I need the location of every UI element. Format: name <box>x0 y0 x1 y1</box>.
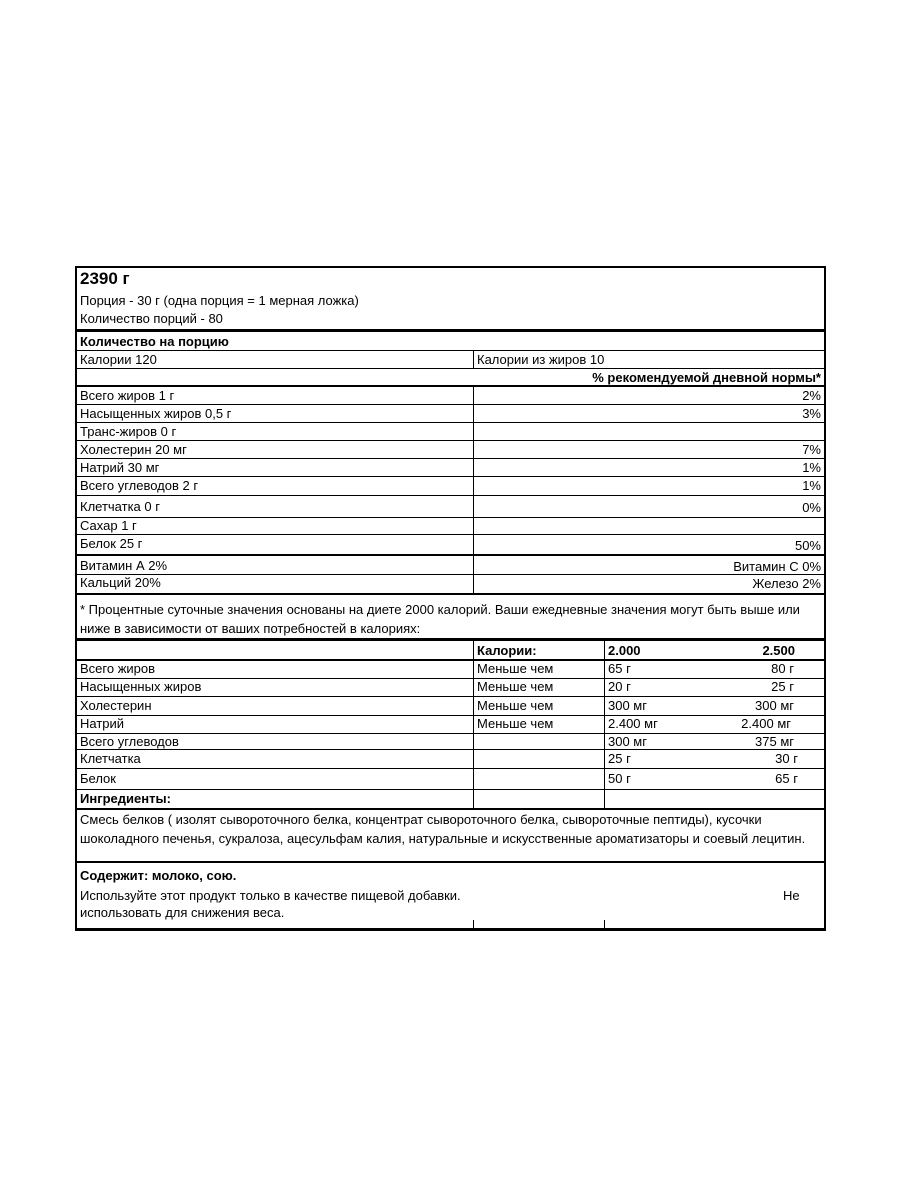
column-line <box>473 920 474 928</box>
nutrient-dv: 7% <box>802 442 821 457</box>
divider <box>77 517 824 518</box>
divider <box>77 404 824 405</box>
divider <box>77 495 824 496</box>
column-line <box>604 920 605 928</box>
ref-row-name: Белок <box>80 771 116 786</box>
allergens: Содержит: молоко, сою. <box>80 868 237 883</box>
divider <box>77 476 824 477</box>
package-weight: 2390 г <box>80 269 130 288</box>
nutrient-name: Белок 25 г <box>80 536 143 551</box>
ref-row-v2: 300 мг <box>755 698 794 713</box>
divider <box>77 768 824 769</box>
ref-row-v2: 2.400 мг <box>741 716 791 731</box>
nutrient-name: Клетчатка 0 г <box>80 499 160 514</box>
divider <box>77 715 824 716</box>
divider <box>77 659 824 661</box>
ref-col2-header: 2.500 <box>762 643 795 658</box>
nutrient-name: Всего углеводов 2 г <box>80 478 199 493</box>
divider <box>77 593 824 595</box>
divider <box>77 458 824 459</box>
servings-count: Количество порций - 80 <box>80 311 223 326</box>
divider <box>77 574 824 575</box>
divider <box>77 749 824 750</box>
ref-row-limit: Меньше чем <box>477 716 554 731</box>
vitamin-left: Кальций 20% <box>80 575 161 590</box>
nutrient-name: Сахар 1 г <box>80 518 137 533</box>
nutrition-label <box>75 266 826 931</box>
divider <box>77 638 824 641</box>
ref-row-limit: Меньше чем <box>477 698 554 713</box>
nutrient-name: Всего жиров 1 г <box>80 388 175 403</box>
calories-from-fat: Калории из жиров 10 <box>477 352 605 367</box>
divider <box>77 534 824 535</box>
nutrient-name: Холестерин 20 мг <box>80 442 187 457</box>
ref-row-v1: 50 г <box>608 771 631 786</box>
per-serving-title: Количество на порцию <box>80 334 229 349</box>
ref-row-v1: 65 г <box>608 661 631 676</box>
divider <box>77 385 824 387</box>
ingredients-title: Ингредиенты: <box>80 791 171 806</box>
ref-row-v2: 65 г <box>775 771 798 786</box>
divider <box>77 696 824 697</box>
ref-row-name: Всего углеводов <box>80 734 179 749</box>
daily-value-header: % рекомендуемой дневной нормы* <box>592 370 821 385</box>
ref-row-v2: 375 мг <box>755 734 794 749</box>
ref-row-v1: 300 мг <box>608 698 647 713</box>
nutrient-dv: 1% <box>802 478 821 493</box>
nutrient-dv: 0% <box>802 500 821 515</box>
ref-row-name: Насыщенных жиров <box>80 679 202 694</box>
ref-row-name: Холестерин <box>80 698 152 713</box>
column-line <box>473 385 474 593</box>
nutrient-dv: 3% <box>802 406 821 421</box>
vitamin-left: Витамин А 2% <box>80 558 168 573</box>
column-line <box>473 350 474 369</box>
vitamin-right: Железо 2% <box>752 576 821 591</box>
weight-loss-note: использовать для снижения веса. <box>80 905 285 920</box>
ref-row-v2: 25 г <box>771 679 794 694</box>
usage-note: Используйте этот продукт только в качестве пищевой добавки. <box>80 888 461 903</box>
divider <box>77 368 824 369</box>
ref-row-v1: 20 г <box>608 679 631 694</box>
divider <box>77 789 824 790</box>
column-line <box>473 641 474 810</box>
nutrient-name: Натрий 30 мг <box>80 460 160 475</box>
ref-row-limit: Меньше чем <box>477 661 554 676</box>
nutrient-dv: 50% <box>794 538 821 553</box>
divider <box>77 554 824 556</box>
nutrient-name: Насыщенных жиров 0,5 г <box>80 406 232 421</box>
divider <box>77 329 824 332</box>
ref-row-v2: 80 г <box>771 661 794 676</box>
column-line <box>604 641 605 810</box>
usage-note-not: Не <box>783 888 800 903</box>
ref-calories-label: Калории: <box>477 643 537 658</box>
ref-row-v2: 30 г <box>775 751 798 766</box>
divider <box>77 733 824 734</box>
ref-col1-header: 2.000 <box>608 643 641 658</box>
divider <box>77 350 824 351</box>
nutrient-name: Транс-жиров 0 г <box>80 424 177 439</box>
nutrient-dv: 1% <box>802 460 821 475</box>
ref-row-v1: 300 мг <box>608 734 647 749</box>
ref-row-name: Натрий <box>80 716 125 731</box>
serving-size: Порция - 30 г (одна порция = 1 мерная ложка) <box>80 293 359 308</box>
footnote: * Процентные суточные значения основаны на диете 2000 калорий. Ваши ежедневные значения могут быть выше или ниже в зависимости от ваших потребностей в калориях: <box>80 602 800 636</box>
calories: Калории 120 <box>80 352 157 367</box>
divider <box>77 861 824 863</box>
ref-row-limit: Меньше чем <box>477 679 554 694</box>
ref-row-v1: 25 г <box>608 751 631 766</box>
ingredients-text: Смесь белков ( изолят сывороточного белка, концентрат сывороточного белка, сывороточные пептиды), кусочки шоколадного печенья, сукралоза, ацесульфам калия, натуральные и искусственные ароматизаторы и соевый лецитин. <box>80 812 806 846</box>
ref-row-name: Всего жиров <box>80 661 156 676</box>
nutrient-dv: 2% <box>802 388 821 403</box>
vitamin-right: Витамин С 0% <box>733 559 821 574</box>
ref-row-name: Клетчатка <box>80 751 141 766</box>
divider <box>77 440 824 441</box>
ref-row-v1: 2.400 мг <box>608 716 658 731</box>
divider <box>77 422 824 423</box>
